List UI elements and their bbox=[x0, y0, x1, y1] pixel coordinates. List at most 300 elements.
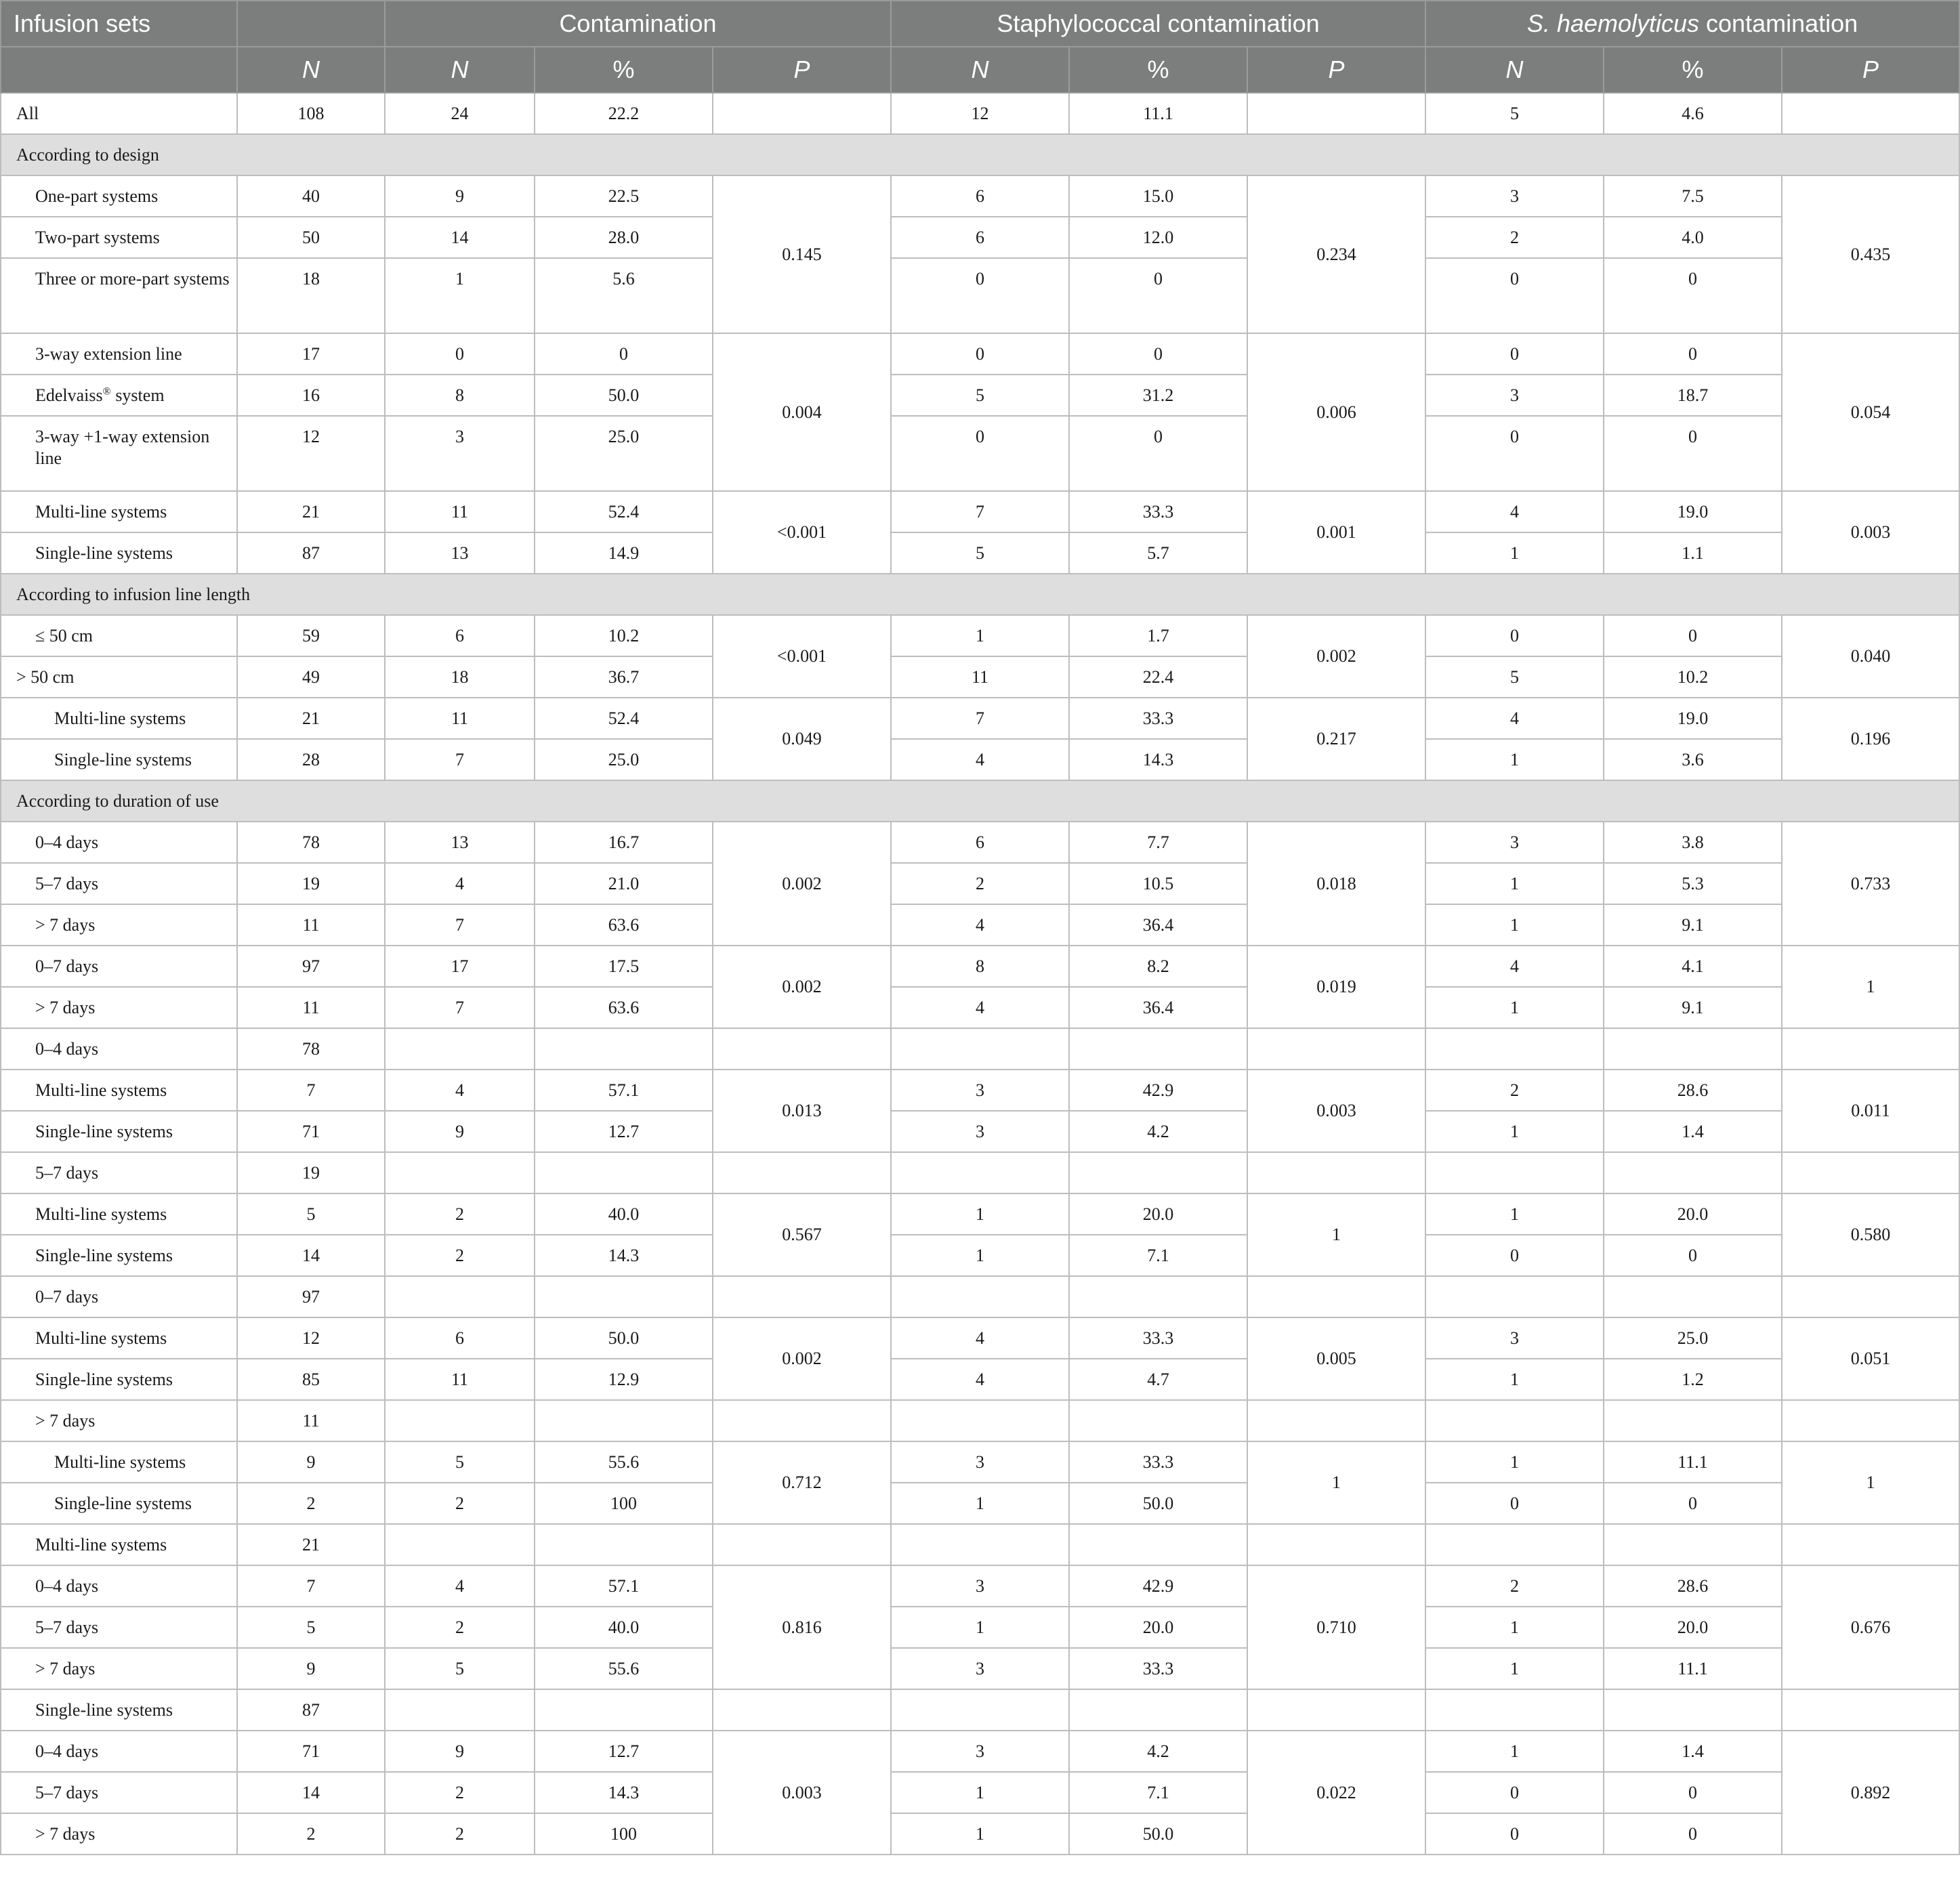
row-label bbox=[1, 656, 237, 698]
row-label-text: > 50 cm bbox=[16, 667, 75, 687]
staph-pct: 0 bbox=[1069, 333, 1247, 375]
row-label-text: 0–7 days bbox=[35, 956, 99, 976]
haem-n: 0 bbox=[1425, 1483, 1604, 1524]
staph-p-value: 0.018 bbox=[1247, 822, 1425, 946]
haem-pct: 7.5 bbox=[1604, 175, 1782, 217]
haem-pct: 11.1 bbox=[1604, 1441, 1782, 1483]
staph-n: 1 bbox=[891, 1607, 1069, 1648]
header-sub-staph-pct: % bbox=[1069, 47, 1247, 93]
row-label bbox=[1, 1235, 237, 1276]
haem-n bbox=[1425, 1276, 1604, 1317]
row-label-text: One-part systems bbox=[35, 186, 159, 206]
staph-n: 1 bbox=[891, 1193, 1069, 1235]
table-row bbox=[1, 491, 1959, 532]
contam-pct: 50.0 bbox=[535, 1317, 713, 1359]
total-n: 9 bbox=[237, 1441, 385, 1483]
header-infusion-sets: Infusion sets bbox=[1, 1, 237, 47]
contam-n: 7 bbox=[385, 904, 535, 946]
contam-n: 3 bbox=[385, 416, 535, 491]
staph-n bbox=[891, 1152, 1069, 1193]
staph-n: 8 bbox=[891, 946, 1069, 987]
row-label-text: 5–7 days bbox=[35, 1162, 99, 1183]
registered-mark: ® bbox=[102, 385, 111, 397]
staph-p-value: 1 bbox=[1247, 1441, 1425, 1524]
contam-n: 2 bbox=[385, 1813, 535, 1855]
contam-n: 6 bbox=[385, 1317, 535, 1359]
row-label bbox=[1, 1731, 237, 1772]
table-row bbox=[1, 1565, 1959, 1607]
row-label-text: Multi-line systems bbox=[35, 501, 167, 522]
row-label bbox=[1, 863, 237, 904]
staph-p-value bbox=[1247, 1152, 1425, 1193]
contam-pct: 40.0 bbox=[535, 1607, 713, 1648]
haem-n bbox=[1425, 1400, 1604, 1441]
row-label bbox=[1, 1483, 237, 1524]
contam-pct: 55.6 bbox=[535, 1648, 713, 1689]
contam-n: 14 bbox=[385, 217, 535, 258]
staph-n: 3 bbox=[891, 1731, 1069, 1772]
row-label bbox=[1, 1317, 237, 1359]
staph-pct: 4.2 bbox=[1069, 1731, 1247, 1772]
staph-n: 3 bbox=[891, 1070, 1069, 1111]
staph-pct: 33.3 bbox=[1069, 698, 1247, 739]
haem-n: 1 bbox=[1425, 1193, 1604, 1235]
staph-p-value bbox=[1247, 1524, 1425, 1565]
contam-n: 11 bbox=[385, 698, 535, 739]
header-sub-contam-n: N bbox=[385, 47, 535, 93]
staph-pct: 10.5 bbox=[1069, 863, 1247, 904]
haem-p-value: 0.196 bbox=[1782, 698, 1959, 780]
contam-p-value: 0.145 bbox=[713, 175, 891, 333]
contam-p-value bbox=[713, 1689, 891, 1731]
contam-pct: 12.7 bbox=[535, 1111, 713, 1152]
table-row bbox=[1, 1483, 1959, 1524]
header-sub-haem-p: P bbox=[1782, 47, 1959, 93]
staph-pct: 15.0 bbox=[1069, 175, 1247, 217]
contam-p-value bbox=[713, 1152, 891, 1193]
staph-pct: 22.4 bbox=[1069, 656, 1247, 698]
table-row bbox=[1, 904, 1959, 946]
total-n: 28 bbox=[237, 739, 385, 780]
haem-pct: 0 bbox=[1604, 1235, 1782, 1276]
total-n: 14 bbox=[237, 1235, 385, 1276]
staph-n: 3 bbox=[891, 1111, 1069, 1152]
row-label bbox=[1, 1565, 237, 1607]
contam-p-value: <0.001 bbox=[713, 491, 891, 574]
contam-pct: 50.0 bbox=[535, 375, 713, 416]
contam-n: 5 bbox=[385, 1648, 535, 1689]
haem-n: 1 bbox=[1425, 1731, 1604, 1772]
staph-n: 3 bbox=[891, 1441, 1069, 1483]
staph-n: 0 bbox=[891, 258, 1069, 333]
staph-p-value: 0.217 bbox=[1247, 698, 1425, 780]
row-label-text: 5–7 days bbox=[35, 1782, 99, 1802]
row-label bbox=[1, 698, 237, 739]
haem-pct: 0 bbox=[1604, 1483, 1782, 1524]
contam-n: 11 bbox=[385, 1359, 535, 1400]
haem-pct bbox=[1604, 1028, 1782, 1070]
haem-n: 1 bbox=[1425, 987, 1604, 1028]
staph-pct bbox=[1069, 1524, 1247, 1565]
table-row bbox=[1, 1028, 1959, 1070]
row-label bbox=[1, 333, 237, 375]
contam-n bbox=[385, 1276, 535, 1317]
table-row bbox=[1, 863, 1959, 904]
staph-n bbox=[891, 1524, 1069, 1565]
row-label bbox=[1, 1276, 237, 1317]
contam-pct: 63.6 bbox=[535, 987, 713, 1028]
contam-pct: 57.1 bbox=[535, 1070, 713, 1111]
table-row bbox=[1, 1070, 1959, 1111]
row-label bbox=[1, 175, 237, 217]
total-n: 21 bbox=[237, 698, 385, 739]
table-row bbox=[1, 1235, 1959, 1276]
staph-pct: 5.7 bbox=[1069, 532, 1247, 574]
header-group-haemolyticus bbox=[1425, 1, 1959, 47]
header-sub-contam-pct: % bbox=[535, 47, 713, 93]
staph-n: 1 bbox=[891, 1772, 1069, 1813]
row-label bbox=[1, 987, 237, 1028]
contam-pct bbox=[535, 1276, 713, 1317]
table-row bbox=[1, 946, 1959, 987]
table-row bbox=[1, 375, 1959, 416]
staph-pct: 4.7 bbox=[1069, 1359, 1247, 1400]
contam-p-value: 0.013 bbox=[713, 1070, 891, 1152]
haem-n: 3 bbox=[1425, 1317, 1604, 1359]
staph-pct: 36.4 bbox=[1069, 987, 1247, 1028]
haem-n bbox=[1425, 1028, 1604, 1070]
staph-pct: 20.0 bbox=[1069, 1607, 1247, 1648]
row-label bbox=[1, 1441, 237, 1483]
contam-p-value: 0.002 bbox=[713, 822, 891, 946]
row-label-text: Multi-line systems bbox=[54, 1452, 186, 1472]
row-label bbox=[1, 1689, 237, 1731]
header-row-groups bbox=[1, 1, 1959, 47]
table-row bbox=[1, 656, 1959, 698]
staph-p-value: 0.002 bbox=[1247, 615, 1425, 698]
staph-p-value: 0.019 bbox=[1247, 946, 1425, 1028]
haem-n: 0 bbox=[1425, 416, 1604, 491]
row-label bbox=[1, 822, 237, 863]
section-label: According to duration of use bbox=[1, 780, 1959, 822]
haem-pct: 20.0 bbox=[1604, 1607, 1782, 1648]
staph-n: 3 bbox=[891, 1565, 1069, 1607]
contam-pct bbox=[535, 1689, 713, 1731]
staph-n bbox=[891, 1028, 1069, 1070]
haem-n: 4 bbox=[1425, 946, 1604, 987]
contam-pct: 100 bbox=[535, 1483, 713, 1524]
row-label bbox=[1, 491, 237, 532]
contam-n: 7 bbox=[385, 739, 535, 780]
row-label-text: Single-line systems bbox=[35, 1699, 173, 1720]
staph-p-value: 0.001 bbox=[1247, 491, 1425, 574]
table-row bbox=[1, 1400, 1959, 1441]
contam-n: 13 bbox=[385, 822, 535, 863]
total-n: 14 bbox=[237, 1772, 385, 1813]
staph-p-value bbox=[1247, 93, 1425, 134]
contam-n: 11 bbox=[385, 491, 535, 532]
row-label-tail: system bbox=[110, 385, 165, 405]
row-label-text: ≤ 50 cm bbox=[35, 625, 93, 646]
haem-p-value: 1 bbox=[1782, 1441, 1959, 1524]
total-n: 12 bbox=[237, 1317, 385, 1359]
row-label-text: Multi-line systems bbox=[35, 1204, 167, 1224]
row-label-text: > 7 days bbox=[35, 997, 96, 1017]
contam-n: 13 bbox=[385, 532, 535, 574]
row-label-text: 0–7 days bbox=[35, 1286, 99, 1307]
total-n: 2 bbox=[237, 1483, 385, 1524]
total-n: 19 bbox=[237, 863, 385, 904]
table-row bbox=[1, 1152, 1959, 1193]
staph-pct: 33.3 bbox=[1069, 491, 1247, 532]
total-n: 97 bbox=[237, 946, 385, 987]
haem-pct: 1.4 bbox=[1604, 1111, 1782, 1152]
row-label-text: 5–7 days bbox=[35, 873, 99, 893]
contam-n: 2 bbox=[385, 1193, 535, 1235]
staph-pct bbox=[1069, 1152, 1247, 1193]
haem-n: 1 bbox=[1425, 1648, 1604, 1689]
haem-p-value bbox=[1782, 1689, 1959, 1731]
contam-pct: 52.4 bbox=[535, 698, 713, 739]
contam-pct: 52.4 bbox=[535, 491, 713, 532]
row-label-text: 3-way extension line bbox=[35, 343, 182, 364]
table-row bbox=[1, 532, 1959, 574]
haem-pct: 3.8 bbox=[1604, 822, 1782, 863]
haem-pct: 28.6 bbox=[1604, 1070, 1782, 1111]
total-n: 12 bbox=[237, 416, 385, 491]
contam-p-value: 0.004 bbox=[713, 333, 891, 491]
contam-p-value: 0.816 bbox=[713, 1565, 891, 1689]
haem-p-value: 0.892 bbox=[1782, 1731, 1959, 1855]
haem-n: 3 bbox=[1425, 822, 1604, 863]
row-label-text: Three or more-part systems bbox=[35, 269, 230, 289]
row-label-text: 0–4 days bbox=[35, 1741, 99, 1761]
staph-pct: 31.2 bbox=[1069, 375, 1247, 416]
haem-n: 3 bbox=[1425, 375, 1604, 416]
staph-n: 0 bbox=[891, 416, 1069, 491]
total-n: 11 bbox=[237, 904, 385, 946]
haem-pct: 9.1 bbox=[1604, 904, 1782, 946]
staph-pct: 12.0 bbox=[1069, 217, 1247, 258]
row-label-text: Multi-line systems bbox=[35, 1080, 167, 1100]
staph-pct: 20.0 bbox=[1069, 1193, 1247, 1235]
row-label bbox=[1, 1193, 237, 1235]
contam-pct bbox=[535, 1400, 713, 1441]
staph-n: 6 bbox=[891, 217, 1069, 258]
haem-n: 2 bbox=[1425, 1565, 1604, 1607]
staph-n: 1 bbox=[891, 1813, 1069, 1855]
staph-p-value bbox=[1247, 1028, 1425, 1070]
haem-p-value: 0.040 bbox=[1782, 615, 1959, 698]
contam-pct: 28.0 bbox=[535, 217, 713, 258]
haem-p-value: 1 bbox=[1782, 946, 1959, 1028]
header-sub-haem-n: N bbox=[1425, 47, 1604, 93]
contam-p-value: 0.002 bbox=[713, 1317, 891, 1400]
haem-pct: 1.4 bbox=[1604, 1731, 1782, 1772]
staph-pct: 33.3 bbox=[1069, 1317, 1247, 1359]
row-label-text: 0–4 days bbox=[35, 1575, 99, 1596]
contam-p-value bbox=[713, 1524, 891, 1565]
staph-p-value: 0.710 bbox=[1247, 1565, 1425, 1689]
staph-n: 1 bbox=[891, 615, 1069, 656]
row-label-text: Single-line systems bbox=[35, 543, 173, 563]
row-label-text: Single-line systems bbox=[54, 1493, 192, 1513]
contam-n: 0 bbox=[385, 333, 535, 375]
contam-p-value: 0.712 bbox=[713, 1441, 891, 1524]
contam-n: 4 bbox=[385, 863, 535, 904]
contam-p-value bbox=[713, 1276, 891, 1317]
total-n: 21 bbox=[237, 491, 385, 532]
haem-pct bbox=[1604, 1276, 1782, 1317]
total-n: 17 bbox=[237, 333, 385, 375]
haem-pct: 0 bbox=[1604, 1813, 1782, 1855]
haem-p-value bbox=[1782, 1524, 1959, 1565]
contam-pct: 25.0 bbox=[535, 416, 713, 491]
contam-pct: 100 bbox=[535, 1813, 713, 1855]
total-n: 87 bbox=[237, 1689, 385, 1731]
total-n: 7 bbox=[237, 1070, 385, 1111]
haem-pct: 0 bbox=[1604, 333, 1782, 375]
haem-pct: 0 bbox=[1604, 416, 1782, 491]
haem-n bbox=[1425, 1524, 1604, 1565]
staph-p-value: 1 bbox=[1247, 1193, 1425, 1276]
staph-pct: 14.3 bbox=[1069, 739, 1247, 780]
section-row bbox=[1, 780, 1959, 822]
total-n: 16 bbox=[237, 375, 385, 416]
contam-n bbox=[385, 1028, 535, 1070]
staph-pct: 42.9 bbox=[1069, 1565, 1247, 1607]
table-row bbox=[1, 416, 1959, 491]
contam-pct bbox=[535, 1152, 713, 1193]
staph-p-value: 0.234 bbox=[1247, 175, 1425, 333]
haem-n: 4 bbox=[1425, 698, 1604, 739]
haem-pct: 11.1 bbox=[1604, 1648, 1782, 1689]
header-sub-blank bbox=[1, 47, 237, 93]
staph-n: 6 bbox=[891, 822, 1069, 863]
haem-n: 0 bbox=[1425, 333, 1604, 375]
haem-pct: 4.0 bbox=[1604, 217, 1782, 258]
row-label bbox=[1, 1111, 237, 1152]
row-label-text: 0–4 days bbox=[35, 1038, 99, 1059]
header-row-subcolumns bbox=[1, 47, 1959, 93]
section-label: According to design bbox=[1, 134, 1959, 175]
haem-pct: 28.6 bbox=[1604, 1565, 1782, 1607]
staph-n: 4 bbox=[891, 987, 1069, 1028]
haem-p-value: 0.676 bbox=[1782, 1565, 1959, 1689]
haem-p-value: 0.054 bbox=[1782, 333, 1959, 491]
staph-n: 1 bbox=[891, 1235, 1069, 1276]
total-n: 108 bbox=[237, 93, 385, 134]
staph-n: 12 bbox=[891, 93, 1069, 134]
total-n: 71 bbox=[237, 1111, 385, 1152]
haem-pct bbox=[1604, 1689, 1782, 1731]
table-row bbox=[1, 258, 1959, 333]
contam-pct: 55.6 bbox=[535, 1441, 713, 1483]
staph-pct: 1.7 bbox=[1069, 615, 1247, 656]
row-label bbox=[1, 615, 237, 656]
staph-pct: 7.7 bbox=[1069, 822, 1247, 863]
row-label bbox=[1, 1400, 237, 1441]
haem-pct: 4.1 bbox=[1604, 946, 1782, 987]
haem-n: 0 bbox=[1425, 1813, 1604, 1855]
header-group-blank bbox=[237, 1, 385, 47]
contam-pct: 0 bbox=[535, 333, 713, 375]
total-n: 50 bbox=[237, 217, 385, 258]
haem-n bbox=[1425, 1689, 1604, 1731]
total-n: 11 bbox=[237, 1400, 385, 1441]
staph-pct bbox=[1069, 1276, 1247, 1317]
contam-n: 9 bbox=[385, 1111, 535, 1152]
contam-pct: 22.5 bbox=[535, 175, 713, 217]
row-label-text: 0–4 days bbox=[35, 832, 99, 852]
table-row bbox=[1, 1524, 1959, 1565]
row-label-text: Multi-line systems bbox=[35, 1534, 167, 1554]
haem-p-value: 0.580 bbox=[1782, 1193, 1959, 1276]
table-header bbox=[1, 1, 1959, 93]
row-label bbox=[1, 1524, 237, 1565]
contam-pct bbox=[535, 1524, 713, 1565]
haem-n: 1 bbox=[1425, 1359, 1604, 1400]
total-n: 59 bbox=[237, 615, 385, 656]
row-label bbox=[1, 375, 237, 416]
staph-n: 6 bbox=[891, 175, 1069, 217]
table-row bbox=[1, 987, 1959, 1028]
section-row bbox=[1, 134, 1959, 175]
staph-n bbox=[891, 1276, 1069, 1317]
contam-n: 9 bbox=[385, 1731, 535, 1772]
haem-pct: 1.2 bbox=[1604, 1359, 1782, 1400]
haem-n bbox=[1425, 1152, 1604, 1193]
haem-p-value: 0.003 bbox=[1782, 491, 1959, 574]
header-haem-species: S. haemolyticus bbox=[1526, 9, 1700, 37]
contam-pct: 14.3 bbox=[535, 1772, 713, 1813]
haem-p-value bbox=[1782, 1276, 1959, 1317]
table-row bbox=[1, 1772, 1959, 1813]
staph-p-value: 0.006 bbox=[1247, 333, 1425, 491]
total-n: 97 bbox=[237, 1276, 385, 1317]
contam-n: 6 bbox=[385, 615, 535, 656]
staph-n bbox=[891, 1689, 1069, 1731]
contam-p-value: 0.002 bbox=[713, 946, 891, 1028]
contam-p-value: 0.049 bbox=[713, 698, 891, 780]
row-label-text: 5–7 days bbox=[35, 1617, 99, 1637]
table-row bbox=[1, 698, 1959, 739]
contam-n: 2 bbox=[385, 1607, 535, 1648]
contam-pct: 40.0 bbox=[535, 1193, 713, 1235]
haem-n: 2 bbox=[1425, 217, 1604, 258]
haem-n: 1 bbox=[1425, 532, 1604, 574]
staph-pct: 7.1 bbox=[1069, 1235, 1247, 1276]
contam-n: 4 bbox=[385, 1070, 535, 1111]
contam-n bbox=[385, 1152, 535, 1193]
haem-pct: 19.0 bbox=[1604, 698, 1782, 739]
table-row bbox=[1, 217, 1959, 258]
haem-n: 1 bbox=[1425, 1607, 1604, 1648]
haem-pct: 19.0 bbox=[1604, 491, 1782, 532]
row-label-text: Single-line systems bbox=[35, 1245, 173, 1265]
haem-n: 0 bbox=[1425, 258, 1604, 333]
haem-n: 1 bbox=[1425, 904, 1604, 946]
staph-pct bbox=[1069, 1400, 1247, 1441]
row-label-text: Single-line systems bbox=[54, 749, 192, 769]
contam-p-value bbox=[713, 93, 891, 134]
staph-pct: 4.2 bbox=[1069, 1111, 1247, 1152]
row-label-text: > 7 days bbox=[35, 914, 96, 935]
total-n: 18 bbox=[237, 258, 385, 333]
row-label bbox=[1, 1607, 237, 1648]
haem-pct: 10.2 bbox=[1604, 656, 1782, 698]
contam-pct: 17.5 bbox=[535, 946, 713, 987]
